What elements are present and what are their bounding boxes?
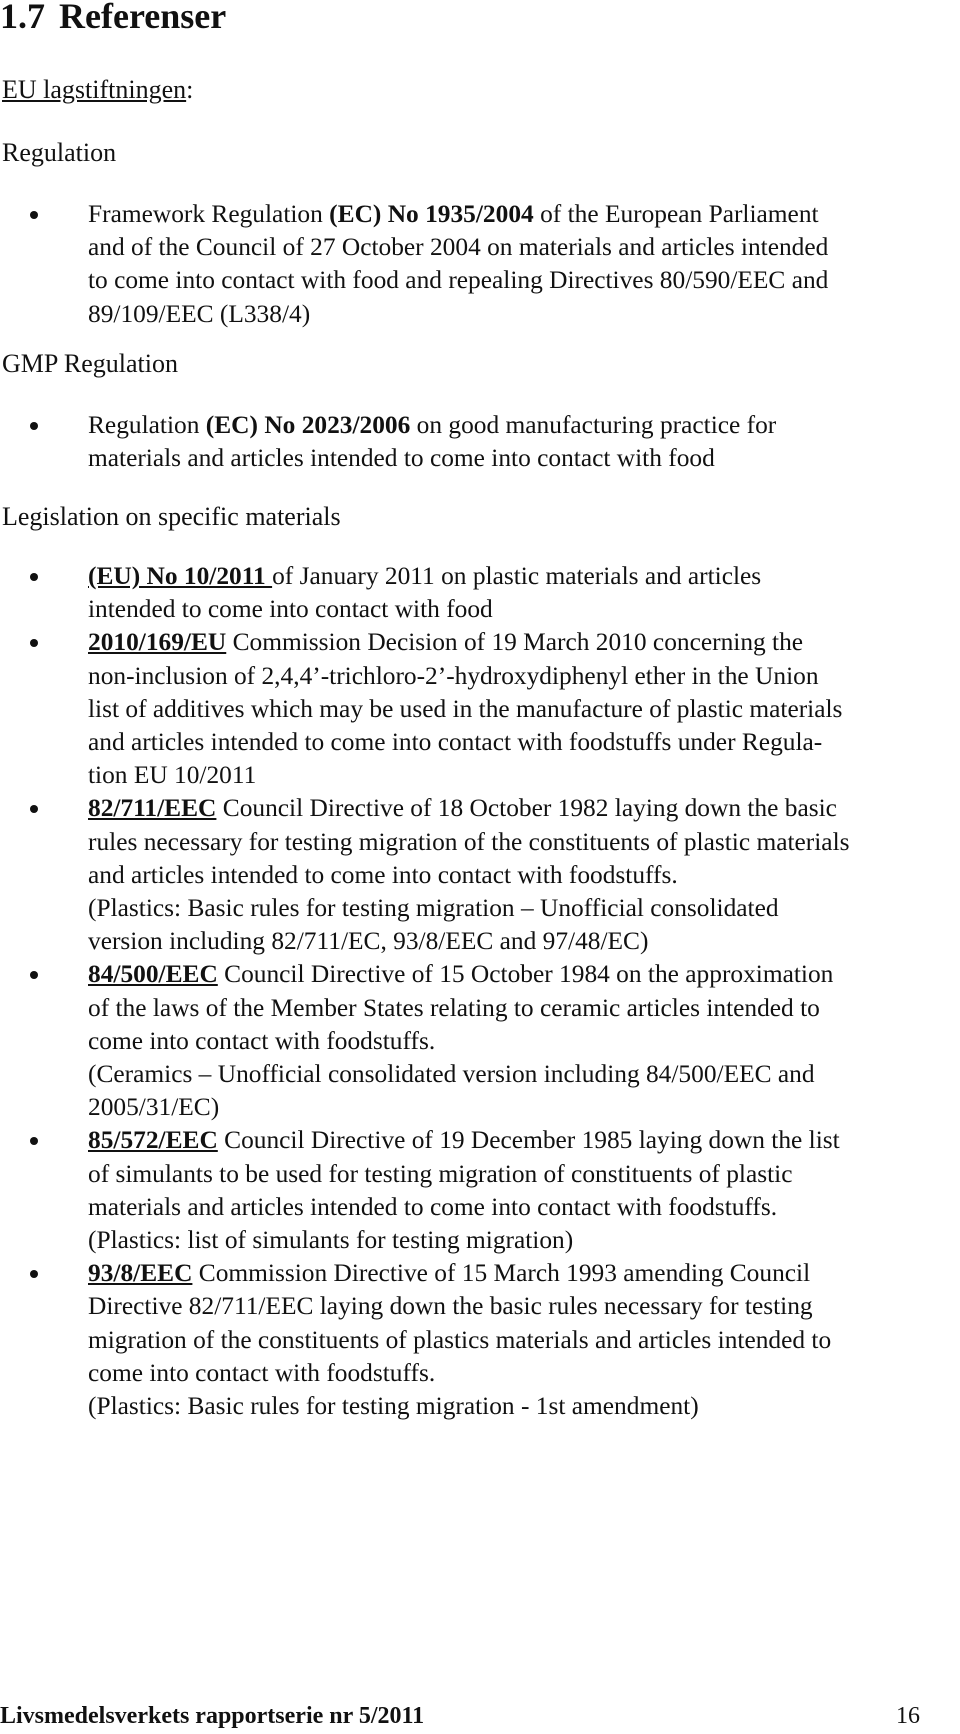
- list-item: [0, 198, 955, 331]
- item-line: rules necessary for testing migration of the constituents of plastic materials: [88, 827, 850, 856]
- reference-link[interactable]: 82/711/EEC: [88, 794, 217, 823]
- item-ec: (EC): [205, 411, 258, 439]
- bullet-icon: [30, 573, 38, 581]
- item-line: [88, 560, 955, 593]
- item-line: [88, 409, 955, 442]
- item-line: non-inclusion of 2,4,4’-trichloro-2’-hydroxydiphenyl ether in the Union: [88, 661, 819, 690]
- item-text: of the European Parliament: [540, 200, 819, 228]
- item-line: materials and articles intended to come into contact with foodstuffs.: [88, 1192, 778, 1221]
- item-line: and articles intended to come into contact with foodstuffs under Regula-: [88, 728, 823, 757]
- reference-link[interactable]: 84/500/EEC: [88, 960, 218, 989]
- eu-legislation-colon: :: [186, 75, 194, 104]
- reference-link[interactable]: 2010/169/EU: [88, 628, 227, 657]
- list-item: [0, 626, 955, 792]
- item-line: [88, 958, 955, 991]
- item-text: on good manufacturing practice for: [410, 411, 777, 439]
- item-number: No 1935/2004: [387, 200, 534, 228]
- item-line: [88, 1257, 955, 1290]
- item-text: of January 2011 on plastic materials and articles: [272, 562, 762, 590]
- item-line: (Ceramics – Unofficial consolidated version including 84/500/EEC and: [88, 1060, 815, 1089]
- list-item: [0, 409, 955, 475]
- item-line: (Plastics: Basic rules for testing migration – Unofficial consolidated: [88, 894, 779, 923]
- footer-page-number: 16: [896, 1703, 920, 1729]
- reference-link[interactable]: 85/572/EEC: [88, 1126, 218, 1155]
- item-line: tion EU 10/2011: [88, 761, 257, 790]
- item-line: of simulants to be used for testing migration of constituents of plastic: [88, 1159, 793, 1188]
- list-item: [0, 792, 955, 958]
- item-number: No 2023/2006: [264, 411, 411, 439]
- footer-series: Livsmedelsverkets rapportserie nr 5/2011: [0, 1703, 425, 1729]
- item-line: [88, 198, 955, 231]
- list-item: [0, 560, 955, 626]
- bullet-icon: [30, 422, 38, 430]
- item-text: Commission Decision of 19 March 2010 concerning the: [226, 628, 804, 657]
- item-text: Council Directive of 15 October 1984 on the approximation: [217, 960, 834, 989]
- bullet-icon: [30, 805, 38, 813]
- section-heading: [0, 0, 226, 38]
- item-line: 89/109/EEC (L338/4): [88, 299, 311, 328]
- eu-legislation-heading: [2, 73, 193, 106]
- regulation-list: [0, 198, 955, 331]
- item-line: of the laws of the Member States relating to ceramic articles intended to: [88, 993, 820, 1022]
- list-item: [0, 1124, 955, 1257]
- reference-link[interactable]: (EU) No 10/2011: [88, 562, 273, 590]
- reference-link[interactable]: 93/8/EEC: [88, 1259, 193, 1288]
- item-line: (Plastics: Basic rules for testing migration - 1st amendment): [88, 1392, 699, 1421]
- item-prefix: Regulation: [88, 411, 206, 439]
- item-line: [88, 626, 955, 659]
- bullet-icon: [30, 971, 38, 979]
- item-line: version including 82/711/EC, 93/8/EEC and 97/48/EC): [88, 927, 649, 956]
- item-prefix: Framework Regulation: [88, 200, 330, 228]
- group-title-regulation: Regulation: [2, 138, 117, 167]
- item-line: intended to come into contact with food: [88, 595, 493, 624]
- group-title-gmp: GMP Regulation: [2, 349, 178, 378]
- bullet-icon: [30, 211, 38, 219]
- group-title-specific: Legislation on specific materials: [2, 502, 341, 531]
- item-line: to come into contact with food and repealing Directives 80/590/EEC and: [88, 266, 829, 295]
- item-ec: (EC): [329, 200, 382, 228]
- item-line: materials and articles intended to come into contact with food: [88, 444, 715, 473]
- item-line: (Plastics: list of simulants for testing migration): [88, 1226, 574, 1255]
- eu-legislation-label: EU lagstiftningen: [2, 75, 187, 104]
- bullet-icon: [30, 639, 38, 647]
- item-line: come into contact with foodstuffs.: [88, 1026, 436, 1055]
- item-line: Directive 82/711/EEC laying down the basic rules necessary for testing: [88, 1292, 813, 1321]
- item-line: 2005/31/EC): [88, 1093, 220, 1122]
- item-line: migration of the constituents of plastics materials and articles intended to: [88, 1325, 832, 1354]
- item-line: and of the Council of 27 October 2004 on materials and articles intended: [88, 233, 829, 262]
- item-text: Commission Directive of 15 March 1993 amending Council: [192, 1259, 811, 1288]
- item-line: list of additives which may be used in the manufacture of plastic materials: [88, 694, 843, 723]
- item-line: come into contact with foodstuffs.: [88, 1358, 436, 1387]
- specific-materials-list: [0, 560, 955, 1423]
- section-number: 1.7: [0, 0, 45, 36]
- list-item: [0, 1257, 955, 1423]
- item-line: and articles intended to come into contact with foodstuffs.: [88, 860, 678, 889]
- section-title: Referenser: [59, 0, 227, 36]
- list-item: [0, 958, 955, 1124]
- item-text: Council Directive of 19 December 1985 laying down the list: [217, 1126, 840, 1155]
- item-line: [88, 1124, 955, 1157]
- bullet-icon: [30, 1270, 38, 1278]
- gmp-list: [0, 409, 955, 475]
- item-line: [88, 792, 955, 825]
- item-text: Council Directive of 18 October 1982 laying down the basic: [216, 794, 837, 823]
- bullet-icon: [30, 1137, 38, 1145]
